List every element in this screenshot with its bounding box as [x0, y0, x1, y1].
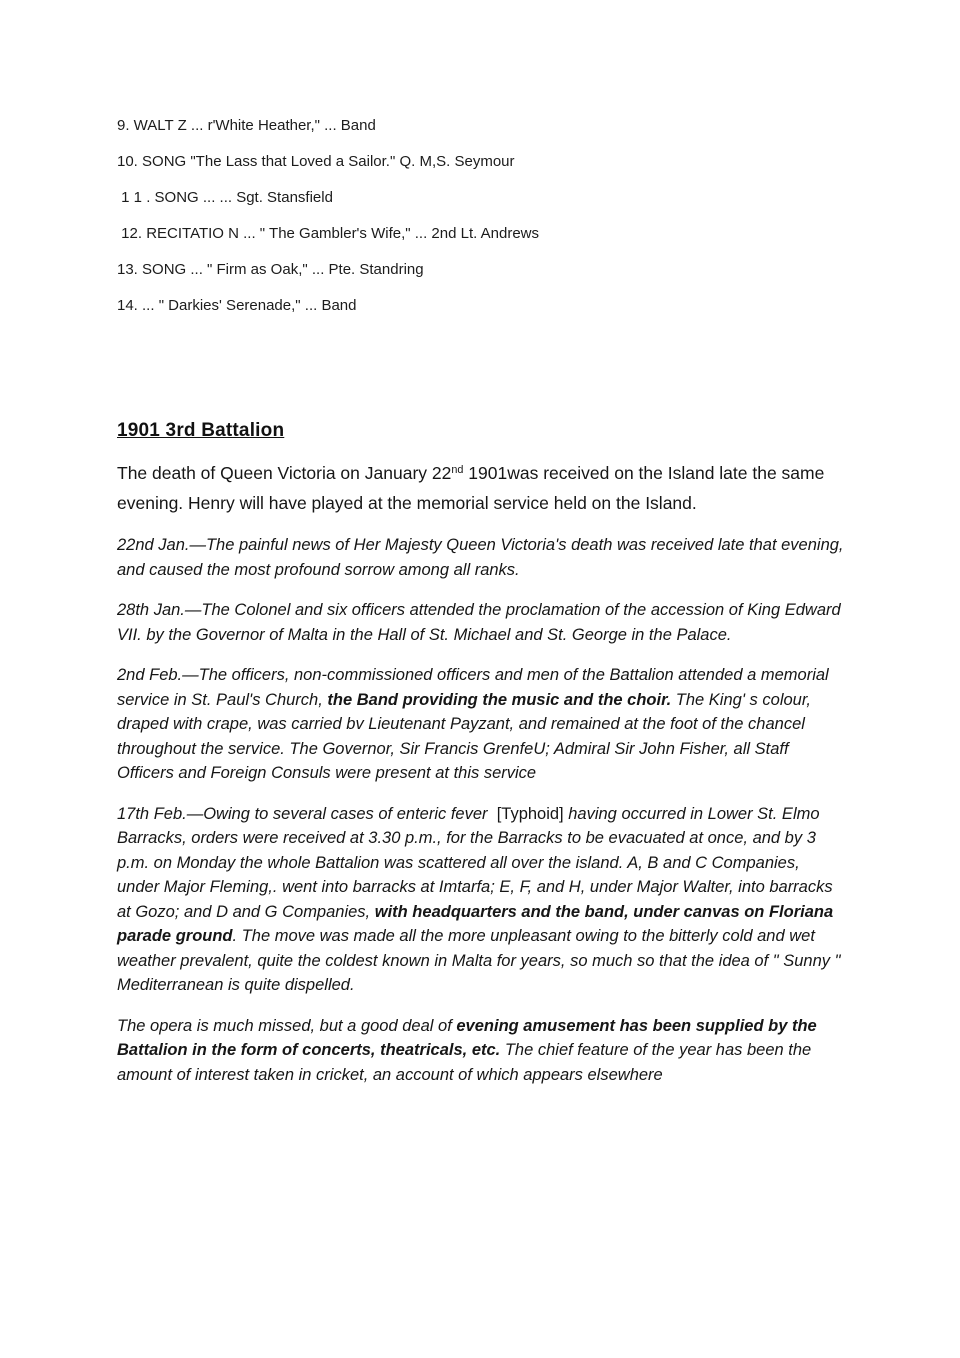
text-run: 1901was received on the Island late the same evening. Henry will have played at the memorial service held on the Island. — [117, 463, 830, 513]
programme-item-11: 1 1 . SONG ... ... Sgt. Stansfield — [117, 189, 333, 206]
programme-list — [117, 116, 845, 316]
section-heading: 1901 3rd Battalion — [117, 420, 285, 441]
text-run: The opera is much missed, but a good deal of — [117, 1016, 457, 1035]
text-run: The death of Queen Victoria on January 22 — [117, 463, 452, 483]
text-run: the Band providing the music and the choir. — [327, 690, 672, 709]
text-run: nd — [451, 464, 464, 477]
text-run: with headquarters and the band, under canvas on Floriana parade ground — [117, 902, 838, 945]
diary-paragraph-17th-feb — [117, 802, 845, 998]
text-run: The chief feature of the year has been the amount of interest taken in cricket, an account of which appears elsewhere — [117, 1041, 816, 1084]
text-run: 2nd Feb.—The officers, non-commissioned officers and men of the Battalion attended a memorial service in St. Paul's Church, — [117, 666, 834, 709]
diary-paragraph-opera — [117, 1014, 845, 1088]
diary-paragraph-28th-jan — [117, 598, 845, 647]
diary-paragraph-2nd-feb — [117, 663, 845, 786]
programme-item-14: 14. ... " Darkies' Serenade," ... Band — [117, 297, 357, 314]
text-run: evening amusement has been supplied by the Battalion in the form of concerts, theatricals, etc. — [117, 1016, 822, 1059]
text-run: having occurred in Lower St. Elmo Barracks, orders were received at 3.30 p.m., for the Barracks to be evacuated at once, and by 3 p.m. on Monday the whole Battalion was scattered all over the island. A, B and C Companies, under Major Fleming,. went into barracks at Imtarfa; E, F, and H, under Major Walter, into barracks at Gozo; and D and G Companies, — [117, 804, 838, 921]
programme-item-9: 9. WALT Z ... r'White Heather," ... Band — [117, 117, 376, 134]
text-run: . The move was made all the more unpleasant owing to the bitterly cold and wet weather prevalent, quite the coldest known in Malta for years, so much so that the idea of " Sunny " Mediterranean is quite dispelled. — [117, 927, 846, 994]
text-run: [Typhoid] — [496, 804, 564, 823]
diary-paragraph-22nd-jan — [117, 533, 849, 582]
programme-item-13: 13. SONG ... " Firm as Oak," ... Pte. Standring — [117, 261, 424, 278]
text-run: The King' s colour, draped with crape, was carried bv Lieutenant Payzant, and remained at the foot of the chancel throughout the service. The Governor, Sir Francis GrenfeU; Admiral Sir John Fisher, all Staff Officers and Foreign Consuls were present at this service — [117, 690, 816, 782]
intro-paragraph — [117, 460, 845, 517]
text-run: 28th Jan.—The Colonel and six officers attended the proclamation of the accession of King Edward VII. by the Governor of Malta in the Hall of St. Michael and St. George in the Palace. — [117, 601, 846, 644]
document-content — [117, 116, 849, 1087]
programme-item-10: 10. SONG "The Lass that Loved a Sailor." Q. M,S. Seymour — [117, 153, 515, 170]
programme-item-12: 12. RECITATIO N ... " The Gambler's Wife," ... 2nd Lt. Andrews — [117, 225, 539, 242]
text-run: 22nd Jan.—The painful news of Her Majesty Queen Victoria's death was received late that evening, and caused the most profound sorrow among all ranks. — [117, 536, 849, 579]
text-run: 17th Feb.—Owing to several cases of enteric fever — [117, 804, 497, 823]
